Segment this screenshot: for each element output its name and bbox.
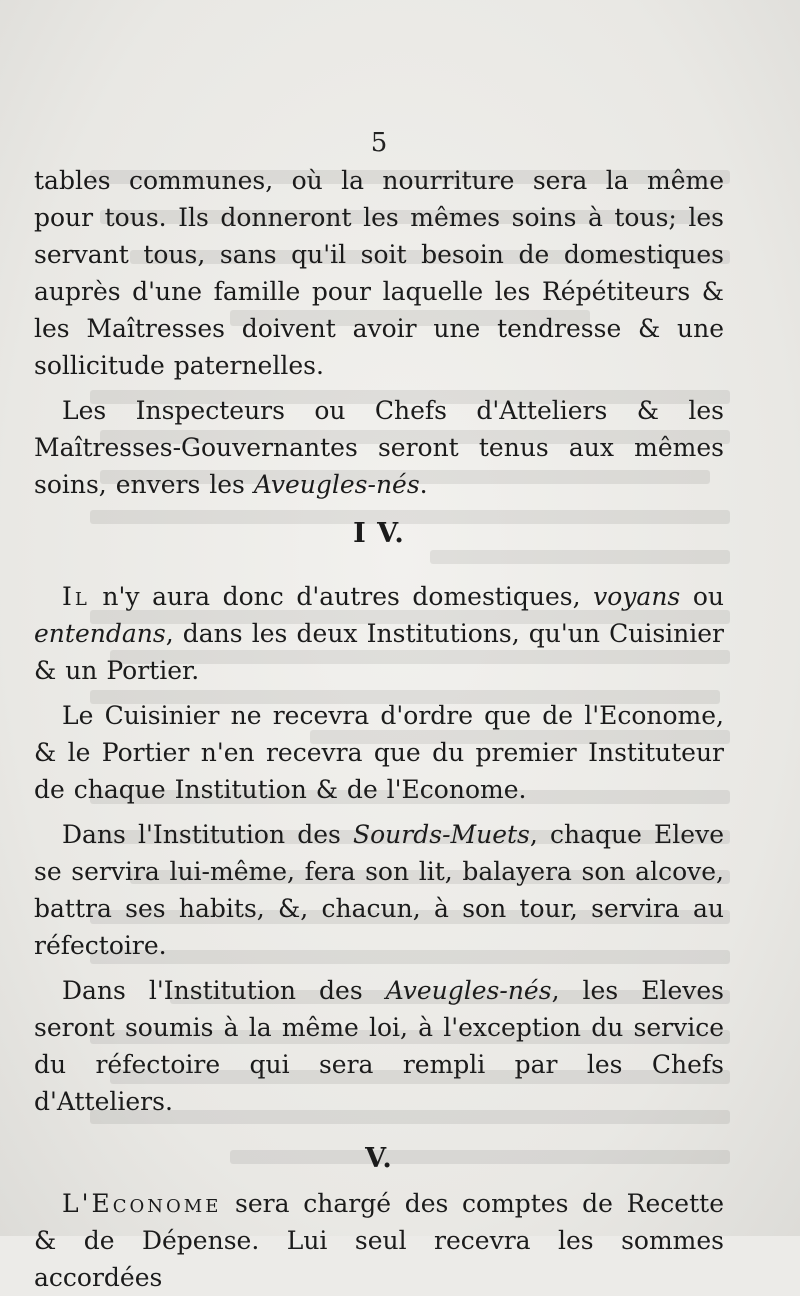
aveugles-nes-italic-2: Aveugles-nés (385, 976, 552, 1005)
paragraph-aveugles-nes-b: , les Eleves seront soumis à la même loi, à l'exception du service du réfectoire qui sera rempli par les Chefs d'Atteliers. (34, 976, 725, 1116)
section-heading-v: V. (365, 1143, 393, 1174)
paragraph-tables-communes: tables communes, où la nourriture sera la même pour tous. Ils donneront les mêmes soins à tous; les servant tous, sans qu'il soit besoin de domestiques auprès d'une famille pour laquelle les Répétiteurs & les Maîtresses doivent avoir une tendresse & une sollicitude paternelles. (34, 166, 724, 380)
paragraph-inspecteurs-text: Les Inspecteurs ou Chefs d'Atteliers & les Maîtresses-Gouvernantes seront tenus aux mêmes soins, envers les (34, 396, 724, 499)
page-number: 5 (370, 128, 388, 158)
paragraph-aveugles-nes-a: Dans l'Institution des (62, 976, 386, 1005)
paragraph-domestiques-c: , dans les deux Institutions, qu'un Cuisinier & un Portier. (34, 619, 724, 685)
paragraph-domestiques-a: n'y aura donc d'autres domestiques, (89, 582, 594, 611)
entendans-italic: entendans (34, 619, 166, 648)
dropcap-il: Il (62, 582, 90, 611)
paragraph-sourds-muets (34, 816, 724, 964)
paragraph-cuisinier: Le Cuisinier ne recevra d'ordre que de l'Econome, & le Portier n'en recevra que du premier Instituteur de chaque Institution & de l'Econome. (34, 701, 724, 804)
paragraph-inspecteurs (34, 392, 724, 503)
paragraph-domestiques-b: ou (680, 582, 724, 611)
paragraph-econome (34, 1185, 724, 1296)
page-content (34, 128, 724, 1296)
section-heading-iv: I V. (353, 518, 405, 549)
aveugles-nes-italic: Aveugles-nés (253, 470, 420, 499)
paragraph-domestiques (34, 578, 724, 689)
paragraph-inspecteurs-end: . (419, 470, 428, 499)
sourds-muets-italic: Sourds-Muets (353, 820, 530, 849)
voyans-italic: voyans (593, 582, 681, 611)
paragraph-sourds-muets-b: , chaque Eleve se servira lui-même, fera son lit, balayera son alcove, battra ses habits, &, chacun, à son tour, servira au réfectoire. (34, 820, 724, 960)
paragraph-aveugles-nes (34, 972, 724, 1120)
paragraph-sourds-muets-a: Dans l'Institution des (62, 820, 353, 849)
paragraph-econome-rest: sera chargé des comptes de Recette & de Dépense. Lui seul recevra les sommes accordées (34, 1189, 724, 1292)
econome-smallcaps: L'Econome (62, 1189, 222, 1218)
